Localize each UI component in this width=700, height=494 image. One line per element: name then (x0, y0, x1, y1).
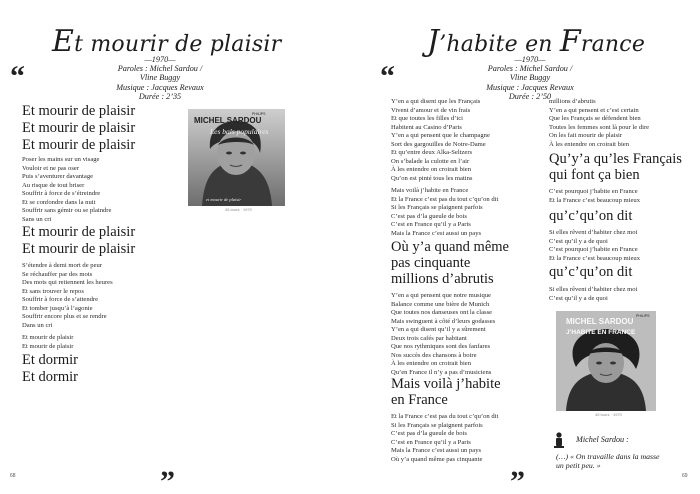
lyric-line: Mais voilà j’habite en France (391, 187, 469, 194)
page-number: 69 (682, 473, 688, 479)
lyric-line: Vouloir et ne pas oser (22, 164, 80, 172)
song-title (427, 24, 645, 59)
right-page (350, 0, 700, 494)
verse-block (549, 229, 640, 263)
lyric-line: Au risque de tout briser (22, 181, 85, 189)
album-artist: MICHEL SARDOU (194, 116, 262, 125)
lyric-line: Et la France c’est beaucoup mieux (549, 196, 640, 204)
lyric-line: Que les Français se défendent bien (549, 115, 641, 122)
lyric-line: Et dormir (22, 352, 78, 368)
lyric-line: Se réchauffer par des mots (22, 270, 93, 278)
lyric-line: Et la France c’est pas du tout c’qu’on dit (391, 195, 499, 203)
lyric-line: Souffrir à force de s’attendre (22, 296, 99, 303)
lyric-line: Et mourir de plaisir (22, 103, 136, 119)
lyric-line: Si les Français se plaignent parfois (391, 421, 483, 429)
lyric-line: À les entendre on croirait bien (391, 166, 472, 173)
lyric-line: Si les Français se plaignent parfois (391, 204, 483, 211)
lyric-line: Habitent au Casino d’Paris (391, 123, 462, 131)
lyric-line: Y’en a qui pensent que notre musique (391, 292, 491, 299)
lyric-line: Mais swinguent à côté d’leurs godasses (391, 317, 496, 325)
lyric-line: C’est pas d’la gueule de bois (391, 212, 467, 220)
album-title: Les bals populaires (210, 127, 269, 136)
lyric-line: Et sans trouver le repos (22, 287, 84, 295)
lyric-line: Toutes les femmes sont là pour le dire (549, 123, 650, 131)
lyric-line: Et mourir de plaisir (22, 120, 136, 136)
microphone-icon (553, 432, 565, 448)
lyric-line: Dans un cri (22, 321, 53, 329)
lyric-line: Mais voilà j’habite (391, 376, 501, 392)
lyric-line: Et mourir de plaisir (22, 224, 136, 240)
song-credits (480, 55, 580, 101)
lyric-line: qui font ça bien (549, 167, 640, 183)
lyric-line: Nos succès des chansons à boire (391, 351, 477, 359)
album-artist: MICHEL SARDOU (566, 317, 634, 326)
close-quote: ” (510, 465, 525, 494)
song-year: —1970— (514, 55, 546, 64)
album-label: PHILIPS (636, 314, 650, 318)
lyric-line: Y’en a qui disent que les Français (391, 98, 481, 105)
lyric-line: Qu’y’a qu’les Français (549, 151, 682, 167)
lyric-line: Que toutes nos danseuses ont la classe (391, 309, 493, 316)
music-credit: Musique : Jacques Revaux (116, 82, 204, 92)
lyric-line: Souffrir à force de s’étreindre (22, 190, 101, 197)
lyric-line: C’est en France qu’il y a Paris (391, 438, 471, 446)
chorus-block (22, 224, 135, 258)
lyric-line: pas cinquante (391, 255, 471, 271)
verse-block (549, 98, 649, 149)
lyric-line: Et tomber jusqu’à l’agonie (22, 304, 93, 312)
note-line: (…) « On travaille dans la masse (556, 452, 660, 461)
album-caption: 45 tours · 1970 (225, 207, 252, 212)
lyric-line: Et que toutes les filles d’ici (391, 115, 463, 122)
lyric-line: Et mourir de plaisir (22, 334, 74, 341)
lyric-line: en France (391, 392, 448, 408)
title-initial: E (52, 24, 75, 59)
lyrics-credit: Paroles : Michel Sardou / Vline Buggy (117, 64, 203, 83)
lyric-line: Souffrir encore plus et se rendre (22, 313, 107, 320)
lyric-line: Souffrir sans gémir ou se plaindre (22, 207, 112, 214)
lyric-line: C’est pourquoi j’habite en France (549, 246, 638, 253)
album-label: PHILIPS (252, 112, 266, 116)
lyric-line: Si elles rêvent d’habiter chez moi (549, 229, 638, 236)
lyric-line: Vivent d’amour et de vin frais (391, 106, 471, 114)
chorus-block (22, 103, 135, 154)
lyric-line: Des mots qui retiennent les heures (22, 279, 113, 286)
lyrics-credit: Paroles : Michel Sardou / Vline Buggy (487, 64, 573, 83)
lyric-line: qu’c’qu’on dit (549, 264, 633, 280)
lyric-line: Où y’a quand même (391, 239, 509, 255)
album-caption: 45 tours · 1970 (595, 412, 622, 417)
lyric-line: Deux trois cafés par habitant (391, 334, 467, 342)
lyric-line: Poser les mains sur un visage (22, 156, 100, 163)
verse-block (391, 292, 495, 377)
lyric-line: Et la France c’est pas du tout c’qu’on dit (391, 413, 499, 420)
lyric-line: C’est pas d’la gueule de bois (391, 430, 467, 437)
title-rest: rance (580, 32, 646, 57)
title-rest: t mourir de plaisir (74, 32, 282, 57)
lyric-line: Et se confondre dans la nuit (22, 198, 96, 206)
song-title (52, 24, 281, 59)
lyric-line: Y’en a qui pensent que le champagne (391, 132, 490, 139)
album-cover (556, 311, 656, 411)
lyric-line: Et mourir de plaisir (22, 137, 136, 153)
chorus-block (549, 151, 682, 183)
lyric-line: qu’c’qu’on dit (549, 208, 633, 224)
verse-block (22, 156, 111, 224)
lyric-line: Balance comme une bière de Munich (391, 300, 490, 308)
song-credits (110, 55, 210, 101)
lyric-line: C’est en France qu’il y a Paris (391, 221, 471, 228)
lyric-line: Qu’en France il n’y a pas d’musiciens (391, 368, 492, 376)
music-credit: Musique : Jacques Revaux (486, 82, 574, 92)
album-tagline: et mourir de plaisir (206, 197, 242, 202)
song-duration: Durée : 2’50 (508, 91, 552, 101)
verse-block (391, 98, 490, 183)
title-initial: J (427, 24, 440, 59)
verse-block (391, 413, 498, 464)
lyric-line: Et mourir de plaisir (22, 241, 136, 257)
lyric-line: On s’balade la culotte en l’air (391, 157, 470, 165)
lyric-line: Où y’a quand même pas cinquante (391, 455, 483, 463)
lyric-line: millions d’abrutis (549, 98, 596, 105)
lyric-line: Et qu’entre deux Alka-Seltzers (391, 149, 473, 156)
lyric-line: À les entendre on croirait bien (391, 360, 472, 367)
lyric-line: À les entendre on croirait bien (549, 140, 630, 148)
verse-block (549, 188, 640, 205)
lyric-line: Et mourir de plaisir (22, 342, 74, 350)
chorus-block (549, 264, 632, 280)
lyric-line: Mais la France c’est aussi un pays (391, 229, 482, 237)
note-speaker: Michel Sardou : (576, 435, 629, 444)
song-duration: Durée : 2’35 (138, 91, 182, 101)
verse-block (22, 334, 73, 351)
lyric-line: C’est pourquoi j’habite en France (549, 188, 638, 195)
lyric-line: Et dormir (22, 369, 78, 385)
note-line: un petit peu. » (556, 461, 601, 470)
album-cover (188, 109, 285, 206)
lyric-line: Qu’on est pinté tous les matins (391, 174, 473, 182)
chorus-block (391, 376, 501, 408)
album-cover-art (188, 109, 285, 206)
lyric-line: Sans un cri (22, 215, 52, 223)
lyric-line: C’est qu’il y a de quoi (549, 237, 608, 245)
lyric-line: Que nos rythmiques sont des fanfares (391, 343, 491, 350)
verse-block (391, 187, 498, 238)
lyric-line: Puis s’aventurer davantage (22, 173, 94, 180)
title-initial: F (559, 24, 581, 59)
song-year: —1970— (144, 55, 176, 64)
verse-block (549, 286, 637, 303)
lyric-line: Et la France c’est beaucoup mieux (549, 254, 640, 262)
verse-block (22, 262, 113, 330)
title-rest: ’habite en (439, 32, 560, 57)
lyric-line: Sort des gargouilles de Notre-Dame (391, 140, 486, 148)
lyric-line: On les fait mourir de plaisir (549, 132, 623, 139)
lyric-line: Y’en a qui pensent et c’est certain (549, 106, 639, 114)
lyric-line: C’est qu’il y a de quoi (549, 294, 608, 302)
lyric-line: Mais la France c’est aussi un pays (391, 447, 482, 454)
page-number: 68 (10, 473, 16, 479)
lyric-line: Si elles rêvent d’habiter chez moi (549, 286, 638, 293)
lyric-line: Y’en a qui disent qu’il y a sûrement (391, 326, 486, 333)
close-quote: ” (160, 465, 175, 494)
lyric-line: millions d’abrutis (391, 271, 494, 287)
ending-block (22, 352, 78, 386)
album-cover-art (556, 311, 656, 411)
chorus-block (549, 208, 632, 224)
open-quote: “ (10, 60, 25, 93)
open-quote: “ (380, 60, 395, 93)
note-text (556, 452, 660, 470)
lyric-line: S’étendre à demi mort de peur (22, 262, 103, 269)
chorus-block (391, 239, 509, 287)
album-title: J’HABITE EN FRANCE (566, 329, 636, 336)
